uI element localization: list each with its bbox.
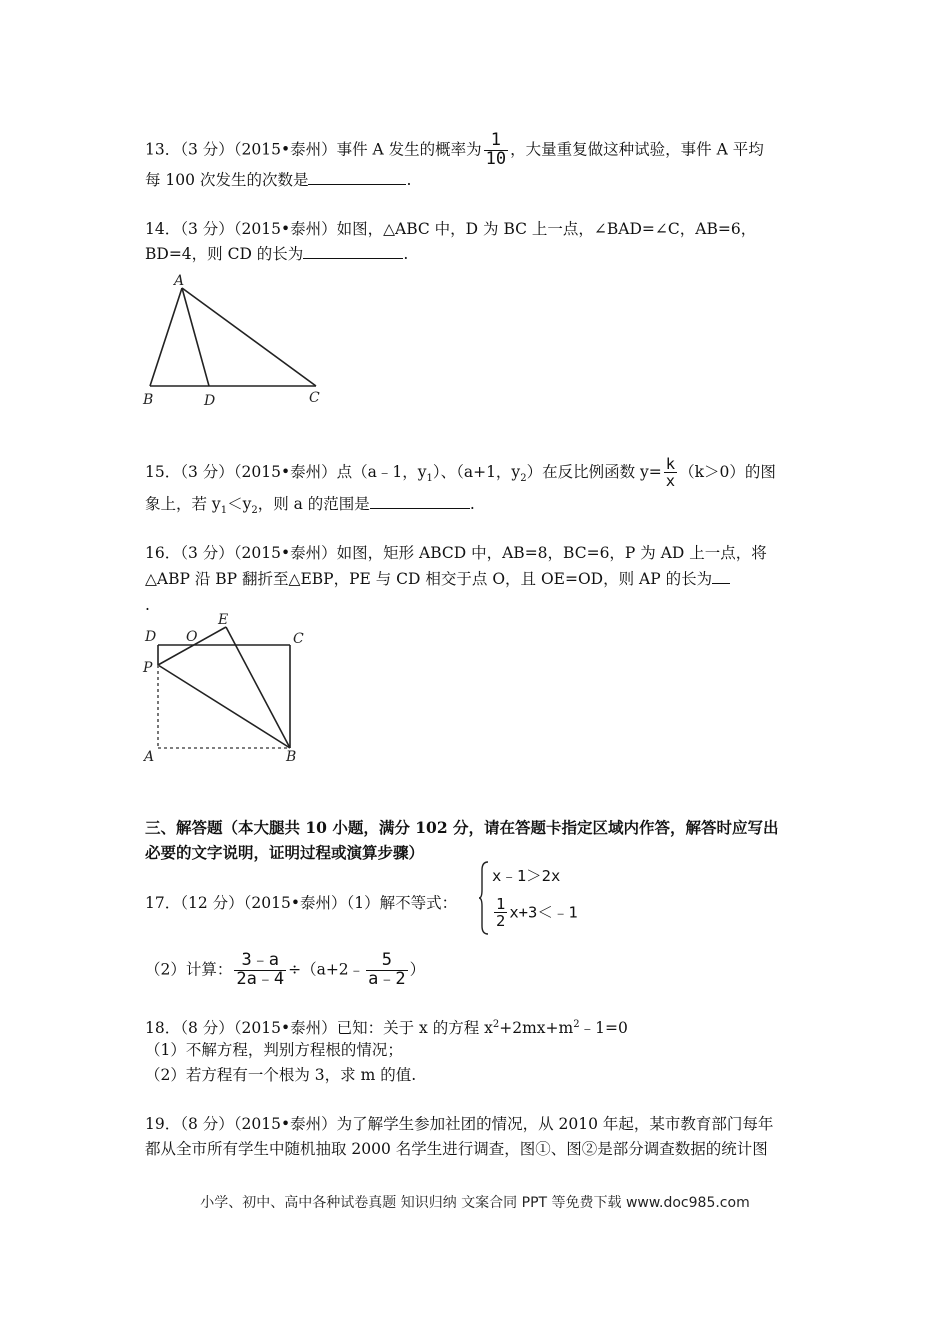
point-label-d: D	[204, 393, 216, 409]
answer-blank-q16[interactable]	[712, 569, 730, 584]
point-label-a: A	[174, 273, 185, 289]
q16-line1: 16．（3 分）（2015•泰州）如图，矩形 ABCD 中，AB=8，BC=6，P 为 AD 上一点，将	[145, 544, 767, 562]
q19-line1: 19．（8 分）（2015•泰州）为了解学生参加社团的情况，从 2010 年起，某市教育部门每年	[145, 1115, 774, 1133]
point-label-c: C	[293, 631, 304, 647]
point-label-o: O	[186, 629, 198, 645]
q19-line2: 都从全市所有学生中随机抽取 2000 名学生进行调查，图①、图②是部分调查数据的统计图	[145, 1140, 768, 1158]
q15-line1: 15．（3 分）（2015•泰州）点（a﹣1，$y_1$）、（a+1，$y_2$）在反比例函数 y= $\frac{k}{x}$ （k＞0）的图	[145, 455, 776, 491]
point-label-b: B	[143, 392, 154, 408]
q15-line2: 象上，若 $y_1<y_2$，则 a 的范围是 .	[145, 495, 475, 517]
segment-ad	[182, 288, 209, 386]
segment-pe	[158, 627, 226, 665]
inequality-system	[478, 860, 598, 936]
point-label-p: P	[143, 660, 153, 676]
q13-line1: 13．（3 分）（2015•泰州）事件 A 发生的概率为 $\frac{1}{10}$ ，大量重复做这种试验，事件 A 平均	[145, 130, 764, 169]
point-label-a: A	[144, 749, 155, 765]
q14-line1: 14．（3 分）（2015•泰州）如图，△ABC 中，D 为 BC 上一点，∠BAD=∠C，AB=6，	[145, 220, 757, 238]
q13-fraction: $\frac{1}{10}$	[485, 130, 507, 169]
q18-line1: 18．（8 分）（2015•泰州）已知：关于 x 的方程 $x^2+2mx+m^2﹣1=0$	[145, 1019, 628, 1038]
point-label-e: E	[218, 612, 229, 628]
q17-fraction-1: $\frac{3﹣a}{2a﹣4}$	[236, 950, 285, 989]
point-label-b: B	[286, 749, 297, 765]
segment-pb	[158, 665, 290, 748]
inequality-1: x﹣1＞2x	[492, 867, 561, 885]
q17-fraction-2: $\frac{5}{a﹣2}$	[368, 950, 406, 989]
inequality-2: $\frac{1}{2}$ x+3＜﹣1	[496, 895, 578, 931]
left-brace-icon	[478, 860, 490, 936]
section-3-heading-line2: 必要的文字说明，证明过程或演算步骤）	[145, 843, 425, 862]
section-3-heading-line1: 三、解答题（本大腿共 10 小题，满分 102 分，请在答题卡指定区域内作答，解答时应写出	[145, 818, 779, 837]
point-label-d: D	[145, 629, 157, 645]
q17-part2: （2）计算： $\frac{3﹣a}{2a﹣4}$ ÷（a+2﹣ $\frac{5}{a﹣2}$ ）	[145, 950, 426, 989]
q15-fraction: $\frac{k}{x}$	[665, 455, 676, 491]
q18-line2: （1）不解方程，判别方程根的情况；	[145, 1041, 403, 1059]
point-label-c: C	[309, 390, 320, 406]
q13-line2: 每 100 次发生的次数是 .	[145, 171, 412, 189]
answer-blank-q15[interactable]	[370, 494, 470, 509]
q18-line3: （2）若方程有一个根为 3，求 m 的值.	[145, 1066, 417, 1084]
answer-blank-q13[interactable]	[308, 170, 406, 185]
segment-ac	[182, 288, 316, 386]
q14-line2: BD=4，则 CD 的长为 .	[145, 245, 409, 263]
segment-eb	[226, 627, 290, 748]
answer-blank-q14[interactable]	[303, 244, 403, 259]
page-footer: 小学、初中、高中各种试卷真题 知识归纳 文案合同 PPT 等免费下载 www.doc985.com	[200, 1195, 750, 1211]
q16-line3: .	[145, 596, 150, 614]
q17-line1: 17．（12 分）（2015•泰州）（1）解不等式：	[145, 894, 458, 912]
q16-line2: △ABP 沿 BP 翻折至△EBP，PE 与 CD 相交于点 O，且 OE=OD，则 AP 的长为	[145, 569, 730, 589]
segment-ab	[150, 288, 182, 386]
